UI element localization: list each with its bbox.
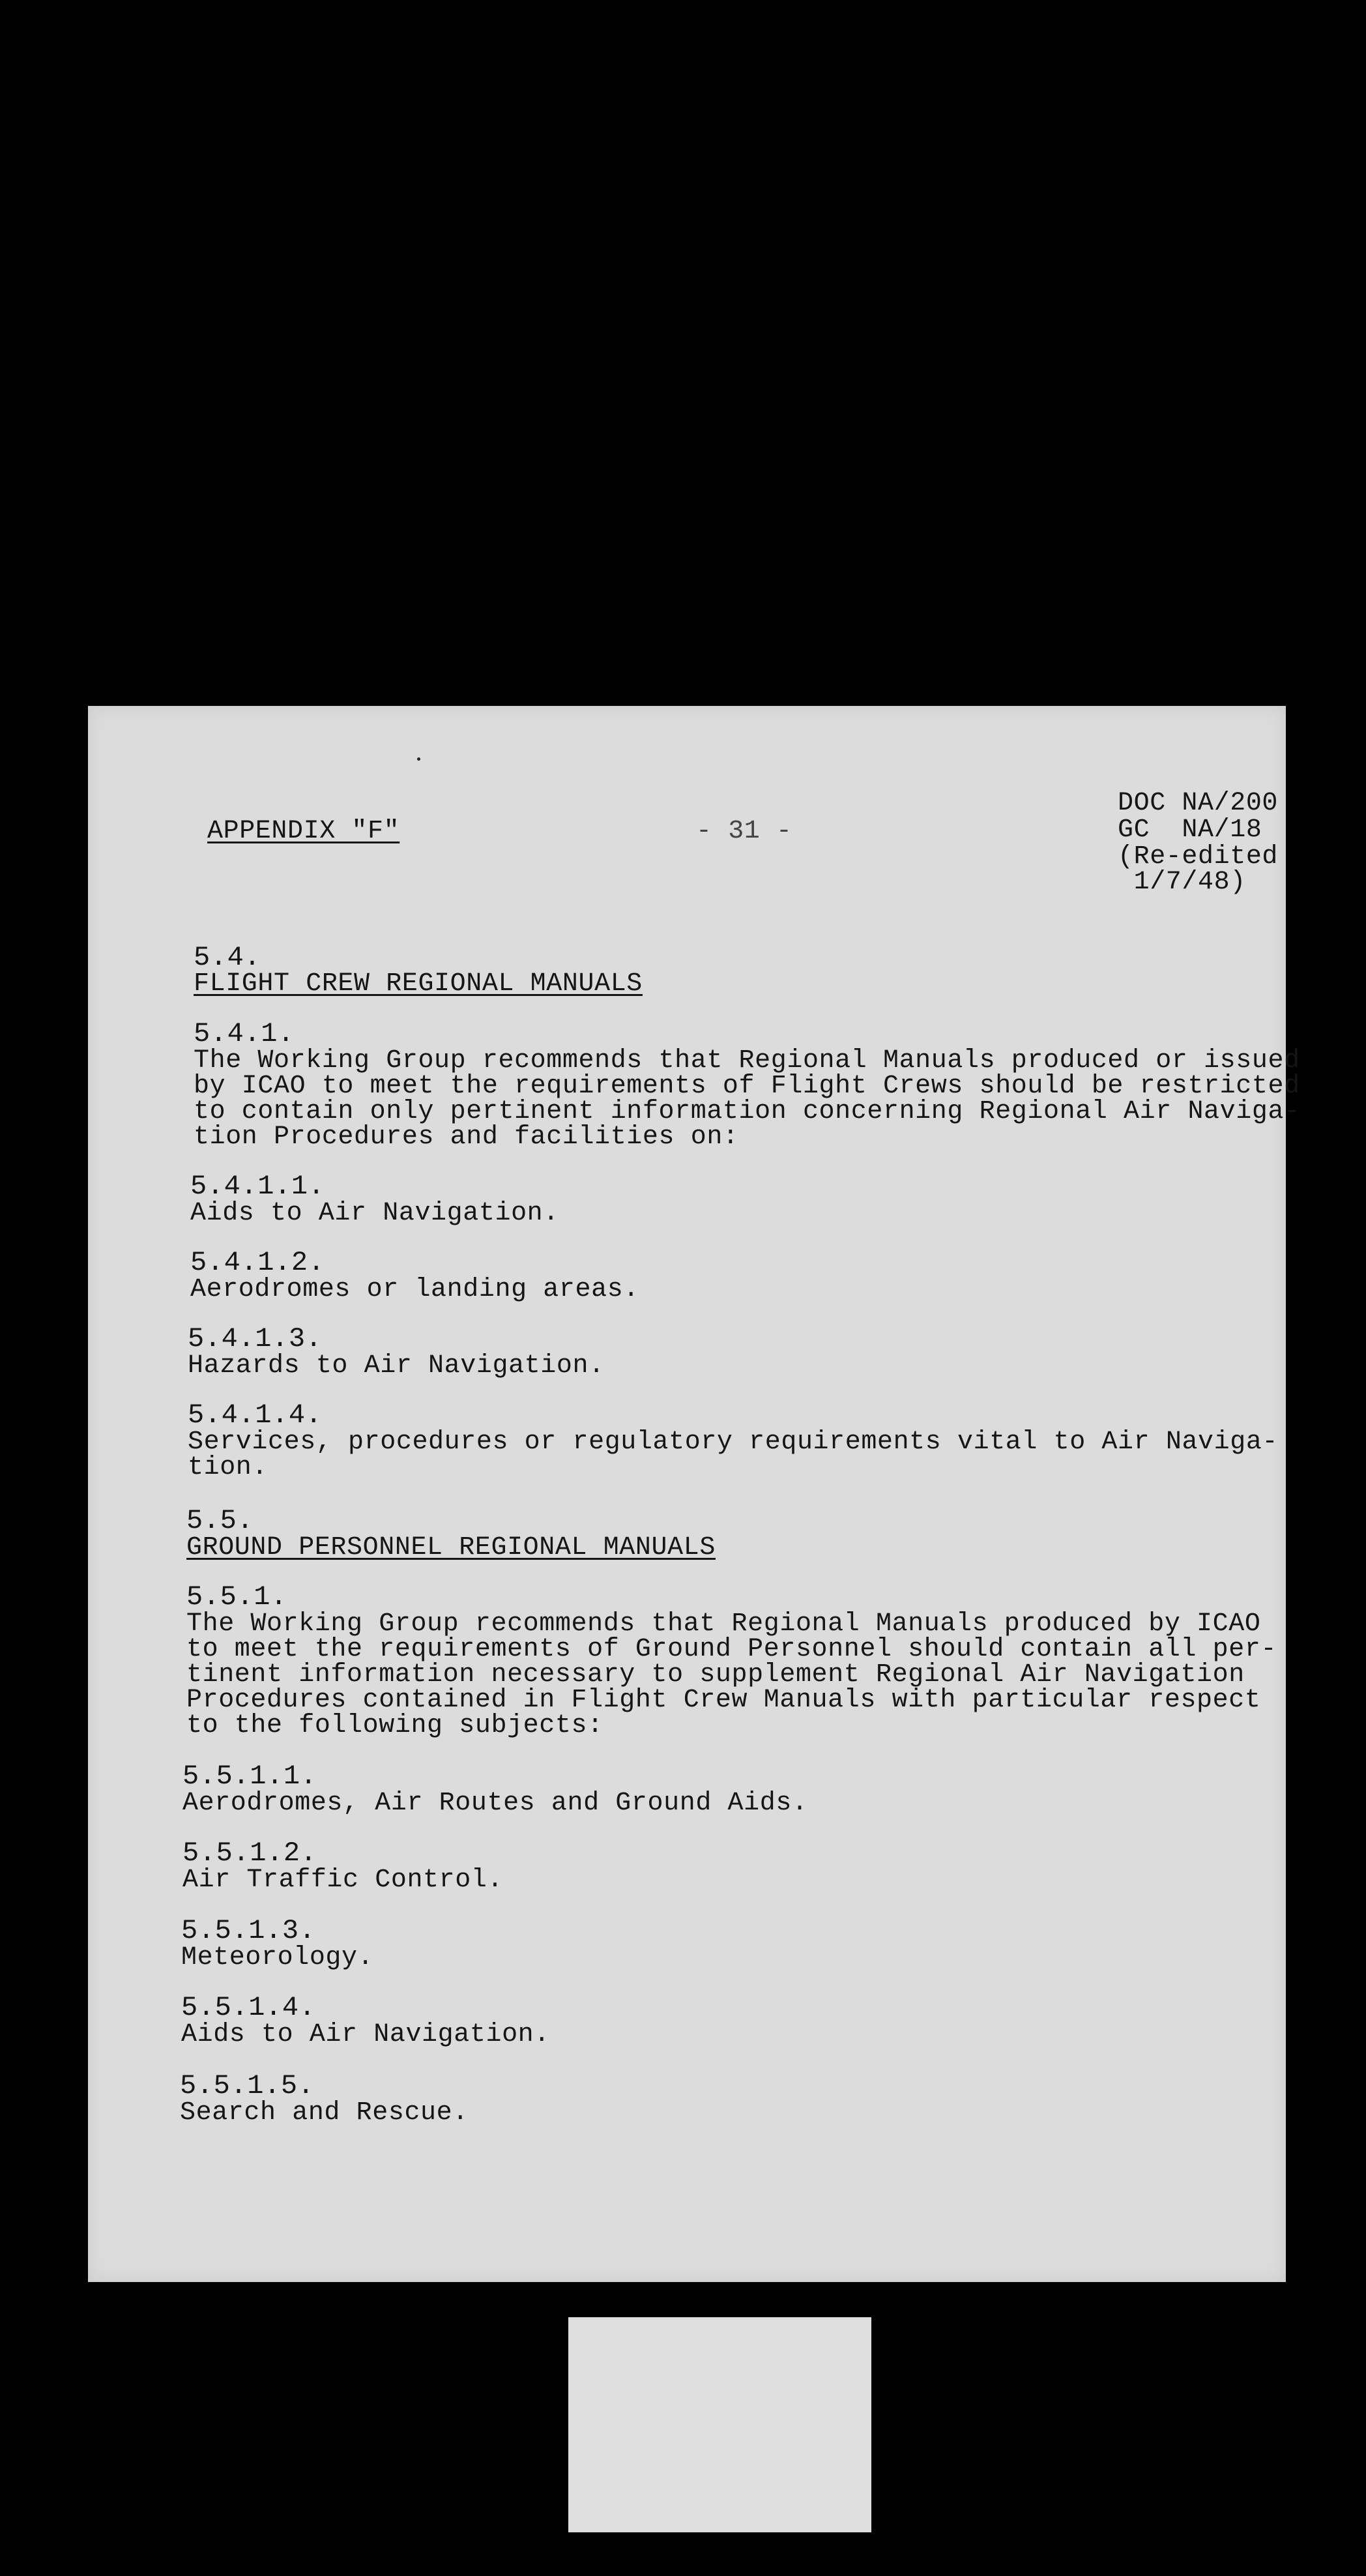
paragraph-line: The Working Group recommends that Regional Manuals produced or issued	[194, 1046, 1300, 1076]
subitem-text: Hazards to Air Navigation.	[188, 1351, 605, 1381]
page-number: - 31 -	[696, 817, 792, 846]
paragraph-line: by ICAO to meet the requirements of Flight Crews should be restricted	[194, 1072, 1300, 1101]
paragraph-line: to meet the requirements of Ground Personnel should contain all per-	[186, 1635, 1277, 1664]
subitem-number: 5.5.1.3.	[181, 1915, 316, 1946]
paragraph-line: to the following subjects:	[186, 1711, 603, 1740]
paragraph-line: The Working Group recommends that Regional Manuals produced by ICAO	[186, 1609, 1261, 1639]
paragraph-line: Procedures contained in Flight Crew Manuals with particular respect	[186, 1686, 1261, 1715]
item-number: 5.4.1.	[194, 1018, 295, 1049]
subitem-number: 5.5.1.5.	[180, 2070, 315, 2101]
doc-ref-line-4: 1/7/48)	[1118, 868, 1246, 897]
subitem-text: Aerodromes, Air Routes and Ground Aids.	[182, 1789, 808, 1818]
subitem-text: Air Traffic Control.	[182, 1866, 504, 1895]
paragraph-line: tion Procedures and facilities on:	[194, 1122, 739, 1152]
subitem-number: 5.4.1.4.	[188, 1399, 323, 1431]
subitem-text: Aids to Air Navigation.	[190, 1199, 559, 1228]
subitem-text: Services, procedures or regulatory requirements vital to Air Naviga-	[188, 1427, 1279, 1457]
doc-ref-line-3: (Re-edited	[1118, 842, 1279, 871]
subitem-text: tion.	[188, 1453, 269, 1482]
subitem-number: 5.5.1.1.	[182, 1761, 317, 1792]
subitem-text: Aerodromes or landing areas.	[190, 1275, 639, 1304]
subitem-number: 5.4.1.1.	[190, 1171, 325, 1202]
subitem-number: 5.4.1.2.	[190, 1247, 325, 1278]
subitem-number: 5.4.1.3.	[188, 1323, 323, 1354]
section-title: GROUND PERSONNEL REGIONAL MANUALS	[186, 1533, 716, 1562]
subitem-text: Search and Rescue.	[180, 2098, 469, 2128]
speck	[417, 757, 420, 761]
section-number: 5.5.	[186, 1505, 254, 1536]
paragraph-line: tinent information necessary to supplement Regional Air Navigation	[186, 1660, 1245, 1690]
paper-slip	[568, 2317, 871, 2532]
item-number: 5.5.1.	[186, 1581, 287, 1613]
section-number: 5.4.	[194, 942, 261, 973]
doc-ref-line-1: DOC NA/200	[1118, 789, 1279, 818]
appendix-label: APPENDIX "F"	[207, 817, 400, 846]
doc-ref-line-2: GC NA/18	[1118, 815, 1262, 845]
subitem-text: Meteorology.	[181, 1943, 374, 1972]
subitem-text: Aids to Air Navigation.	[181, 2020, 550, 2049]
subitem-number: 5.5.1.4.	[181, 1992, 316, 2023]
subitem-number: 5.5.1.2.	[182, 1837, 317, 1869]
section-title: FLIGHT CREW REGIONAL MANUALS	[194, 969, 643, 999]
paragraph-line: to contain only pertinent information concerning Regional Air Naviga-	[194, 1097, 1300, 1126]
